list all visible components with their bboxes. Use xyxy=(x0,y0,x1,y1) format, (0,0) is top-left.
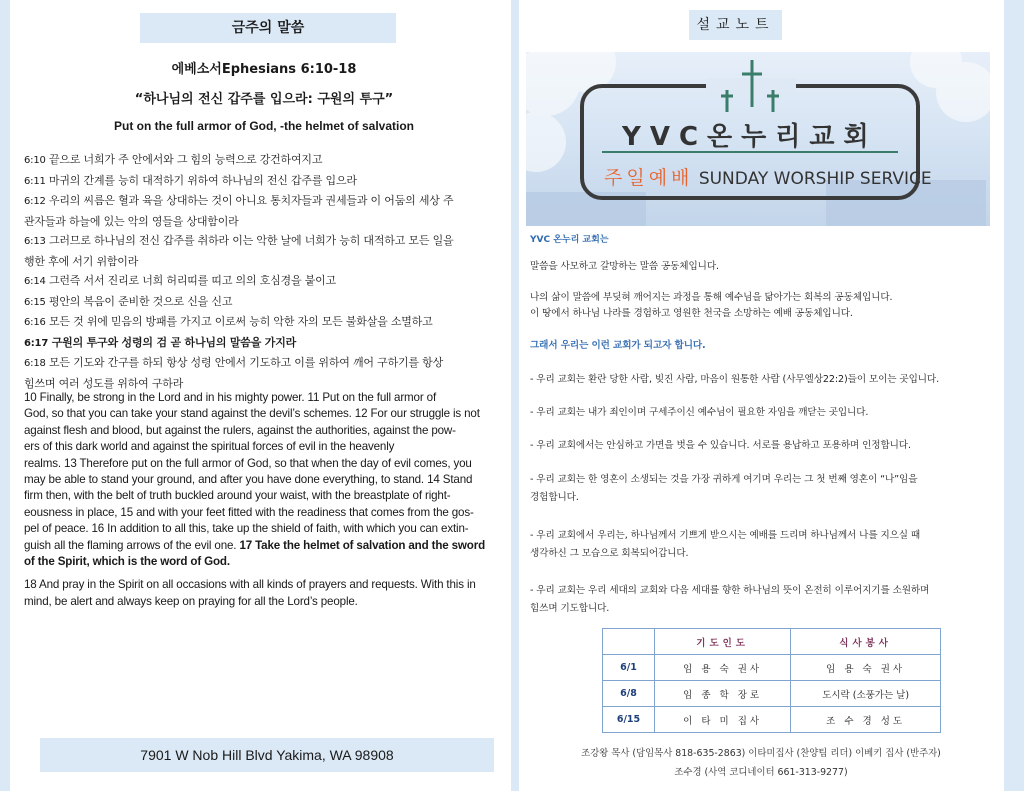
verse-number: 6:18 xyxy=(24,358,46,369)
table-cell-date: 6/15 xyxy=(603,707,655,733)
english-line xyxy=(24,554,508,570)
table-cell-prayer: 이 타 미 집사 xyxy=(655,707,791,733)
verse-line xyxy=(24,231,508,252)
table-header-row xyxy=(603,629,941,655)
tree-decoration xyxy=(526,52,990,172)
vision-item: - 우리 교회는 우리 세대의 교회와 다음 세대를 향한 하나님의 뜻이 온전히 이루어지기를 소원하며 xyxy=(530,585,930,596)
scripture-reference: 에베소서Ephesians 6:10-18 xyxy=(171,62,357,77)
verse-line xyxy=(24,212,508,232)
church-banner xyxy=(526,52,990,226)
mission-line: 말씀을 사모하고 갈망하는 말씀 공동체입니다. xyxy=(530,261,719,272)
verse-text: 구원의 투구와 성령의 검 곧 하나님의 말씀을 가지라 xyxy=(51,335,297,349)
verse-number: 6:16 xyxy=(24,317,46,328)
english-line: ers of this dark world and against the spiritual forces of evil in the heavenly xyxy=(24,440,395,454)
sermon-title-kr: “하나님의 전신 갑주를 입으라: 구원의 투구” xyxy=(134,92,394,107)
staff-contacts: 조강왕 목사 (담임목사 818-635-2863) 이타미집사 (찬양팀 리더) 이베키 집사 (반주자) xyxy=(581,748,941,759)
scripture-header: 금주의 말씀 xyxy=(140,13,396,43)
table-header-cell: 기도인도 xyxy=(655,629,791,655)
english-line: 10 Finally, be strong in the Lord and in his mighty power. 11 Put on the full armor of xyxy=(24,391,437,404)
verse-text: 모든 것 위에 믿음의 방패를 가지고 이로써 능히 악한 자의 모든 불화살을 소멸하고 xyxy=(48,315,433,328)
table-cell-date: 6/1 xyxy=(603,655,655,681)
verse-number: 6:12 xyxy=(24,196,46,207)
english-bold: 17 Take the helmet of salvation and the sword xyxy=(239,538,486,552)
verse-line xyxy=(24,271,508,292)
verse-text: 행한 후에 서기 위함이라 xyxy=(24,254,139,268)
table-cell-prayer: 임 용 숙 권사 xyxy=(655,655,791,681)
korean-verses xyxy=(24,150,508,393)
table-header-cell: 식사봉사 xyxy=(791,629,941,655)
verse-line xyxy=(24,353,508,374)
verse-text: 마귀의 간계를 능히 대적하기 위하여 하나님의 전신 갑주를 입으라 xyxy=(48,173,357,187)
vision-item: - 우리 교회는 한 영혼이 소생되는 것을 가장 귀하게 여기며 우리는 그 첫 번째 영혼이 “나”임을 xyxy=(530,474,918,485)
table-cell-date: 6/8 xyxy=(603,681,655,707)
service-name xyxy=(604,163,932,190)
vision-item: - 우리 교회에서는 안심하고 가면을 벗을 수 있습니다. 서로를 용납하고 포용하며 인정합니다. xyxy=(530,440,911,451)
vision-item: - 우리 교회에서 우리는, 하나님께서 기쁘게 받으시는 예배를 드리며 하나님께서 나를 지으실 때 xyxy=(530,530,921,541)
table-header-cell xyxy=(603,629,655,655)
vision-heading: 그래서 우리는 이런 교회가 되고자 합니다. xyxy=(530,340,706,351)
service-duty-table xyxy=(602,628,941,733)
mission-line: 나의 삶이 말씀에 부딪혀 깨어지는 과정을 통해 예수님을 닮아가는 회복의 공동체입니다. xyxy=(530,292,893,303)
church-address: 7901 W Nob Hill Blvd Yakima, WA 98908 xyxy=(40,738,494,772)
english-passage xyxy=(24,390,508,610)
page-divider xyxy=(511,0,519,791)
page-edge-right xyxy=(1004,0,1024,791)
vision-item: 힘쓰며 기도합니다. xyxy=(530,603,610,614)
verse-text: 그러므로 하나님의 전신 갑주를 취하라 이는 악한 날에 너희가 능히 대적하고 모든 일을 xyxy=(48,234,454,247)
english-line: pel of peace. 16 In addition to all this, take up the shield of faith, with which you can extin- xyxy=(24,522,469,536)
english-line: mind, be alert and always keep on praying for all the Lord’s people. xyxy=(24,594,358,608)
english-line xyxy=(24,538,508,554)
english-line: God, so that you can take your stand against the devil’s schemes. 12 For our struggle is not xyxy=(24,407,480,421)
table-row xyxy=(603,655,941,681)
page-edge-left xyxy=(0,0,10,791)
table-cell-prayer: 임 종 학 장로 xyxy=(655,681,791,707)
church-name: YVC온누리교회 xyxy=(622,122,878,152)
verse-line xyxy=(24,252,508,272)
sermon-title-en: Put on the full armor of God, -the helmet of salvation xyxy=(113,119,414,133)
table-row xyxy=(603,707,941,733)
verse-text: 힘쓰며 여러 성도를 위하여 구하라 xyxy=(24,376,184,390)
verse-line xyxy=(24,333,508,354)
english-line: realms. 13 Therefore put on the full armor of God, so that when the day of evil comes, you xyxy=(24,456,472,470)
staff-contacts: 조수경 (사역 코디네이터 661-313-9277) xyxy=(674,767,848,778)
service-name-kr: 주일예배 xyxy=(604,167,694,189)
scripture-page xyxy=(20,0,508,791)
vision-item: 경험합니다. xyxy=(530,492,579,503)
verse-number: 6:11 xyxy=(24,175,46,187)
table-row xyxy=(603,681,941,707)
verse-text: 관자들과 하늘에 있는 악의 영들을 상대함이라 xyxy=(24,214,239,228)
verse-line xyxy=(24,171,508,192)
table-cell-meal: 도시락 (소풍가는 날) xyxy=(791,681,941,707)
vision-item: - 우리 교회는 환란 당한 사람, 빚진 사람, 마음이 원통한 사람 (사무엘상22:2)들이 모이는 곳입니다. xyxy=(530,374,940,385)
vision-item: 생각하신 그 모습으로 회복되어갑니다. xyxy=(530,548,689,559)
english-line: 18 And pray in the Spirit on all occasions with all kinds of prayers and requests. With this in xyxy=(24,578,476,592)
verse-text: 우리의 씨름은 혈과 육을 상대하는 것이 아니요 통치자들과 권세들과 이 어둠의 세상 주 xyxy=(48,194,454,207)
verse-line xyxy=(24,292,508,313)
verse-text: 그런즉 서서 진리로 너희 허리띠를 띠고 의의 호심경을 붙이고 xyxy=(48,274,336,287)
sermon-notes-header: 설교노트 xyxy=(689,10,782,40)
verse-number: 6:14 xyxy=(24,276,46,287)
service-name-en: SUNDAY WORSHIP SERVICE xyxy=(698,169,932,189)
english-line: against flesh and blood, but against the rulers, against the authorities, against the pow- xyxy=(24,423,456,437)
mission-line: 이 땅에서 하나님 나라를 경험하고 영원한 천국을 소망하는 예배 공동체입니다. xyxy=(530,308,853,319)
english-line: may be able to stand your ground, and after you have done everything, to stand. 14 Stand xyxy=(24,473,473,487)
verse-number: 6:13 xyxy=(24,236,46,247)
english-line: firm then, with the belt of truth buckled around your waist, with the breastplate of right- xyxy=(24,489,451,503)
verse-line xyxy=(24,312,508,333)
verse-text: 평안의 복음이 준비한 것으로 신을 신고 xyxy=(48,294,233,308)
verse-number: 6:10 xyxy=(24,155,46,166)
english-line: eousness in place, 15 and with your feet fitted with the readiness that comes from the gos- xyxy=(24,505,474,519)
sermon-notes-page xyxy=(523,0,999,791)
verse-text: 끝으로 너희가 주 안에서와 그 힘의 능력으로 강건하여지고 xyxy=(48,153,323,166)
intro-label: YVC 온누리 교회는 xyxy=(530,235,609,245)
english-lines xyxy=(24,390,508,538)
english-bold: of the Spirit, which is the word of God. xyxy=(24,555,230,569)
verse-number: 6:17 xyxy=(24,337,49,349)
verse-text: 모든 기도와 간구를 하되 항상 성령 안에서 기도하고 이를 위하여 깨어 구하기를 항상 xyxy=(48,356,443,369)
verse-line xyxy=(24,150,508,171)
table-cell-meal: 조 수 경 성도 xyxy=(791,707,941,733)
verse-number: 6:15 xyxy=(24,296,46,308)
vision-item: - 우리 교회는 내가 죄인이며 구세주이신 예수님이 필요한 자임을 깨닫는 곳입니다. xyxy=(530,407,869,418)
table-cell-meal: 임 용 숙 권사 xyxy=(791,655,941,681)
english-text: guish all the flaming arrows of the evil one. xyxy=(24,538,240,552)
verse-line xyxy=(24,191,508,212)
